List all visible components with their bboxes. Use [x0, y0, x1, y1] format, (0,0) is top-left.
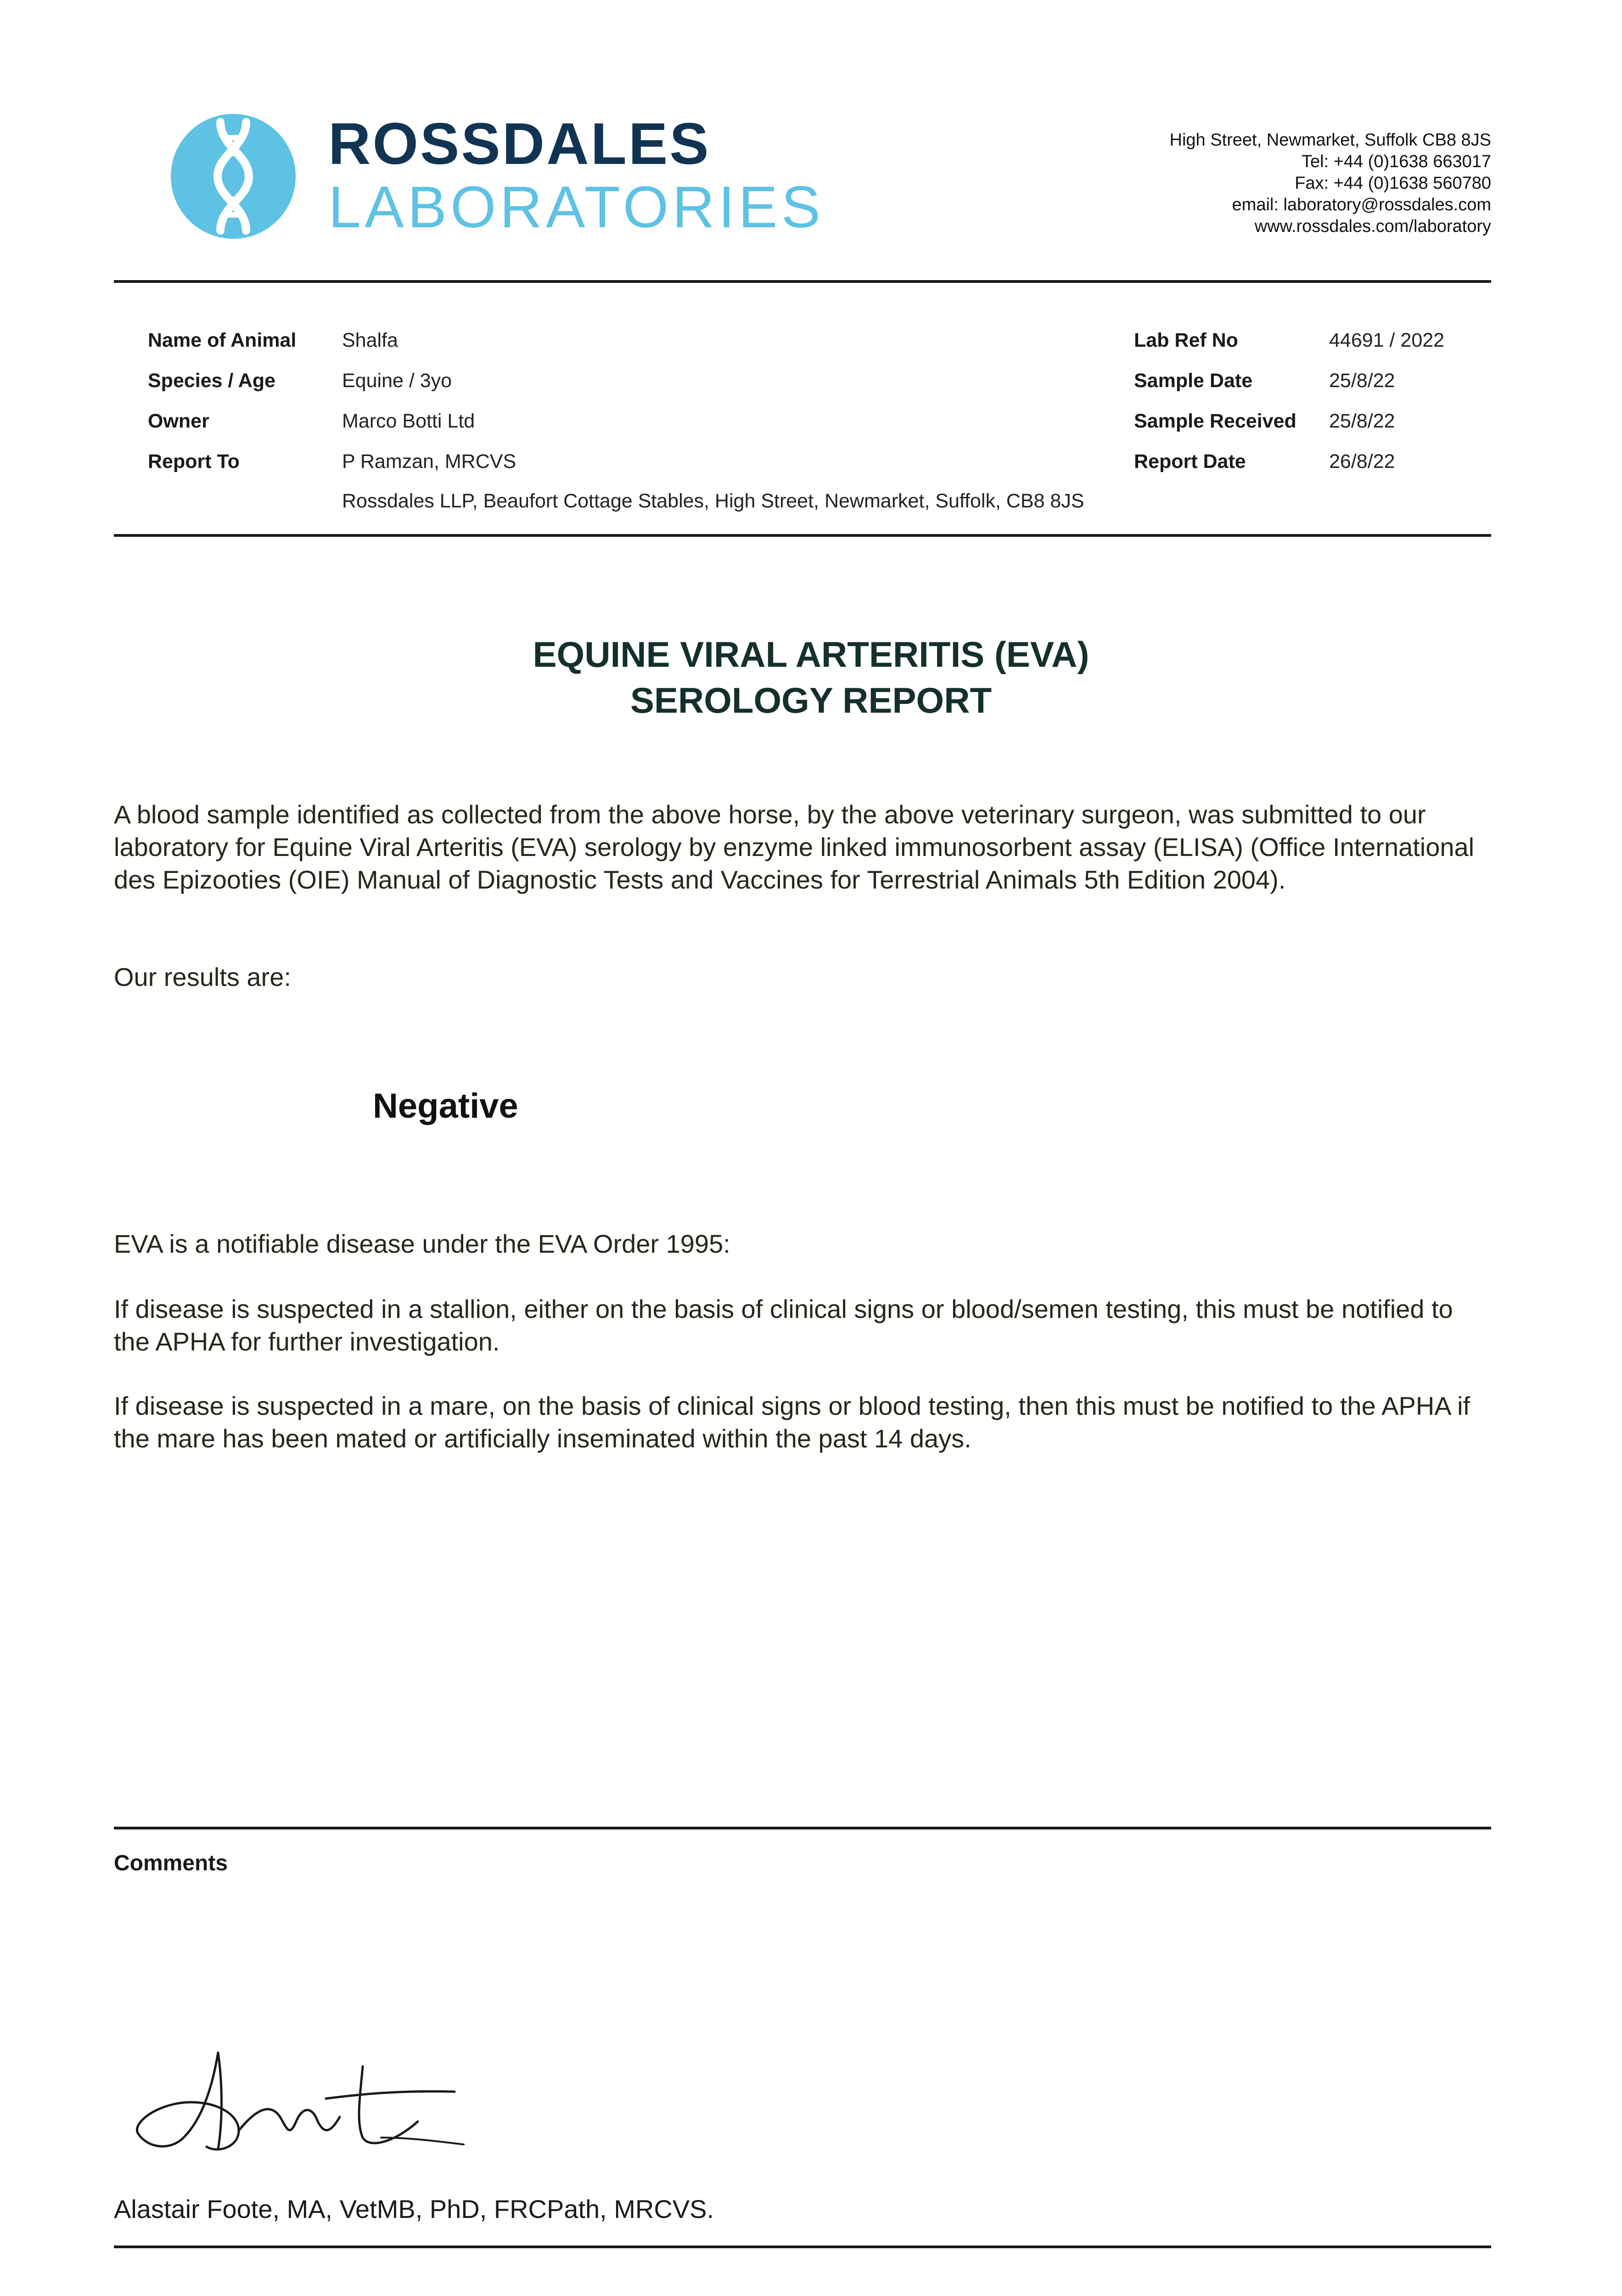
label-owner: Owner — [148, 410, 209, 432]
label-sample-received: Sample Received — [1134, 410, 1296, 432]
intro-paragraph: A blood sample identified as collected from the above horse, by the above veterinary surgeon, was submitted to our laboratory for Equine Viral Arteritis (EVA) serology by enzyme linked immunosorbent assay (ELISA) (Office International des Epizooties (OIE) Manual of Diagnostic Tests and Vaccines for Terrestrial Animals 5th Edition 2004). — [114, 800, 1475, 894]
footer-divider — [114, 2245, 1491, 2248]
value-species-age: Equine / 3yo — [342, 370, 452, 392]
lab-address — [1170, 129, 1491, 237]
logo-icon — [171, 114, 296, 239]
value-report-to: P Ramzan, MRCVS — [342, 450, 516, 473]
brand-name-line1: ROSSDALES — [328, 111, 711, 177]
signatory-name: Alastair Foote, MA, VetMB, PhD, FRCPath, MRCVS. — [114, 2195, 714, 2223]
signature-image — [124, 2039, 477, 2158]
header-divider — [114, 280, 1491, 283]
report-title-line1: EQUINE VIRAL ARTERITIS (EVA) — [533, 634, 1089, 675]
value-report-to-address: Rossdales LLP, Beaufort Cottage Stables, High Street, Newmarket, Suffolk, CB8 8JS — [342, 490, 1084, 512]
brand-name-line2: LABORATORIES — [328, 174, 824, 240]
label-report-to: Report To — [148, 450, 240, 473]
dna-helix-icon — [171, 114, 296, 239]
value-sample-date: 25/8/22 — [1329, 370, 1395, 392]
address-phone: Tel: +44 (0)1638 663017 — [1301, 152, 1491, 171]
results-intro: Our results are: — [114, 962, 291, 991]
label-species-age: Species / Age — [148, 370, 276, 392]
report-title — [0, 631, 1622, 723]
value-lab-ref-no: 44691 / 2022 — [1329, 329, 1445, 351]
details-divider — [114, 534, 1491, 537]
label-lab-ref-no: Lab Ref No — [1134, 329, 1238, 351]
handwritten-signature — [124, 2039, 477, 2158]
address-email: email: laboratory@rossdales.com — [1232, 195, 1491, 214]
mare-note: If disease is suspected in a mare, on the basis of clinical signs or blood testing, then this must be notified to the APHA if the mare has been mated or artificially inseminated within the past 14 days. — [114, 1391, 1470, 1453]
label-report-date: Report Date — [1134, 450, 1246, 473]
value-sample-received: 25/8/22 — [1329, 410, 1395, 432]
comments-label: Comments — [114, 1851, 228, 1875]
notifiable-note: EVA is a notifiable disease under the EVA Order 1995: — [114, 1229, 730, 1258]
value-owner: Marco Botti Ltd — [342, 410, 475, 432]
label-name-of-animal: Name of Animal — [148, 329, 297, 351]
address-website: www.rossdales.com/laboratory — [1254, 217, 1491, 236]
stallion-note: If disease is suspected in a stallion, either on the basis of clinical signs or blood/semen testing, this must be notified to the APHA for further investigation. — [114, 1294, 1453, 1356]
address-line: High Street, Newmarket, Suffolk CB8 8JS — [1169, 130, 1491, 150]
address-fax: Fax: +44 (0)1638 560780 — [1295, 174, 1491, 193]
label-sample-date: Sample Date — [1134, 370, 1253, 392]
report-title-line2: SEROLOGY REPORT — [630, 680, 992, 720]
comments-divider — [114, 1827, 1491, 1829]
test-result: Negative — [373, 1086, 518, 1125]
value-name-of-animal: Shalfa — [342, 329, 398, 351]
value-report-date: 26/8/22 — [1329, 450, 1395, 473]
